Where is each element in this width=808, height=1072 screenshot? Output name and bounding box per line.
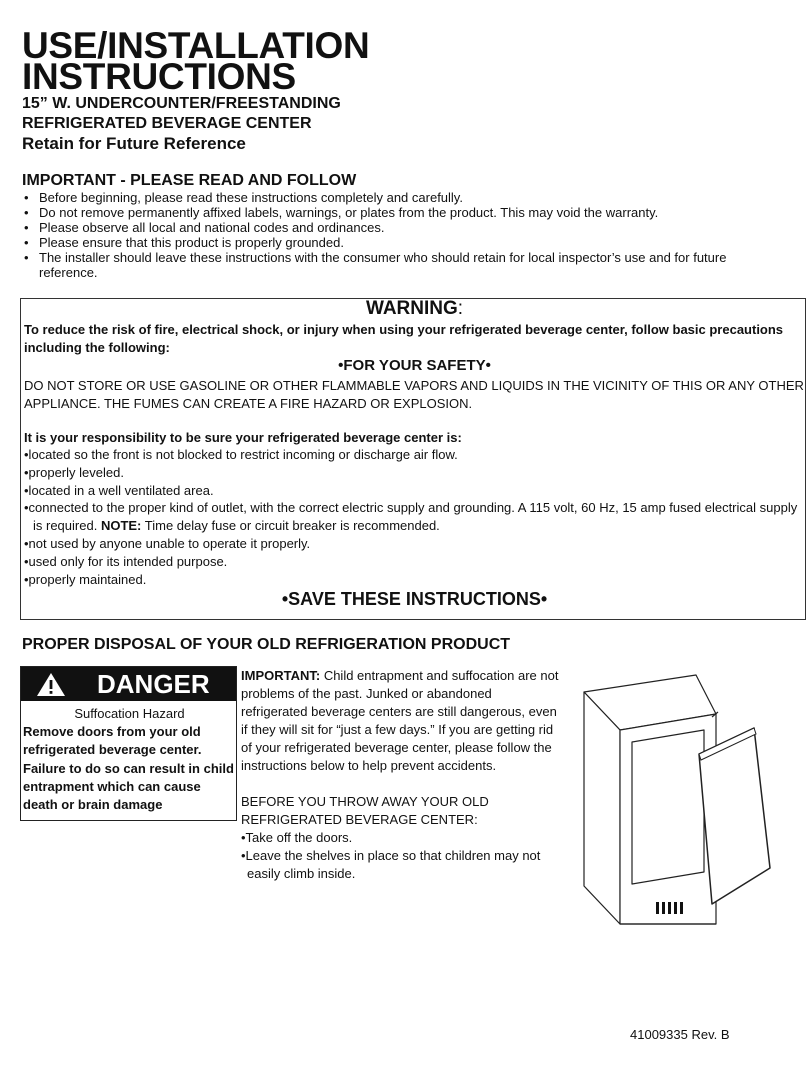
list-item: • Please observe all local and national codes and ordinances. <box>22 220 772 235</box>
warning-title-text: WARNING <box>365 298 458 319</box>
step-item: •Leave the shelves in place so that children may not easily climb inside. <box>241 848 541 881</box>
list-item: •located in a well ventilated area. <box>24 482 214 498</box>
disposal-heading: PROPER DISPOSAL OF YOUR OLD REFRIGERATION PRODUCT <box>22 636 511 653</box>
list-item: •properly maintained. <box>24 571 147 587</box>
warning-intro: To reduce the risk of fire, electrical shock, or injury when using your refrigerated beverage center, follow basic precautions including the following: <box>24 322 784 355</box>
responsibility-text: It is your responsibility to be sure your refrigerated beverage center is: <box>24 430 462 445</box>
responsibility-list <box>24 446 799 588</box>
subtitle-line-3: Retain for Future Reference <box>22 134 246 153</box>
beverage-center-illustration <box>576 672 776 932</box>
safety-text: DO NOT STORE OR USE GASOLINE OR OTHER FLAMMABLE VAPORS AND LIQUIDS IN THE VICINITY OF THIS OR ANY OTHER APPLIANCE. THE FUMES CAN CREATE A FIRE HAZARD OR EXPLOSION. <box>24 378 804 411</box>
subtitle-line-2: REFRIGERATED BEVERAGE CENTER <box>22 115 312 132</box>
document-title <box>22 25 422 97</box>
subtitle-line-1: 15” W. UNDERCOUNTER/FREESTANDING <box>22 95 341 112</box>
hazard-text-block <box>23 705 236 814</box>
title-line-2: INSTRUCTIONS <box>22 56 296 97</box>
hazard-title: Suffocation Hazard <box>74 706 185 721</box>
list-item <box>24 499 799 535</box>
disposal-instructions <box>241 667 561 883</box>
important-heading: IMPORTANT - PLEASE READ AND FOLLOW <box>22 172 357 189</box>
list-item: •properly leveled. <box>24 464 124 480</box>
list-item: •located so the front is not blocked to restrict incoming or discharge air flow. <box>24 447 458 462</box>
important-paragraph <box>241 667 561 775</box>
important-list <box>22 190 772 280</box>
safety-heading: •FOR YOUR SAFETY• <box>338 357 491 374</box>
document-number: 41009335 Rev. B <box>630 1027 730 1042</box>
hazard-text: Remove doors from your old refrigerated beverage center. Failure to do so can result in child entrapment which can cause death or brain damage <box>23 724 234 813</box>
warning-box <box>20 298 806 620</box>
warning-triangle-icon <box>36 672 66 697</box>
list-item: • Before beginning, please read these instructions completely and carefully. <box>22 190 772 205</box>
save-instructions: •SAVE THESE INSTRUCTIONS• <box>281 589 548 609</box>
list-item: • Do not remove permanently affixed labels, warnings, or plates from the product. This may void the warranty. <box>22 205 772 220</box>
list-item-text: •connected to the proper kind of outlet, with the correct electric supply and grounding. A 115 volt, 60 Hz, 15 amp fused electrical supply is required. <box>24 500 798 534</box>
warning-title <box>24 300 805 318</box>
step-item: •Take off the doors. <box>241 830 353 845</box>
list-item: • Please ensure that this product is properly grounded. <box>22 235 772 250</box>
important-label: IMPORTANT: <box>241 668 321 683</box>
note-label: NOTE: <box>100 518 142 534</box>
list-item: • The installer should leave these instructions with the consumer who should retain for local inspector’s use and for future reference. <box>22 250 772 280</box>
warning-title-colon: : <box>457 298 464 319</box>
before-heading: BEFORE YOU THROW AWAY YOUR OLD REFRIGERATED BEVERAGE CENTER: <box>241 794 489 827</box>
danger-box <box>20 666 237 821</box>
list-item: •not used by anyone unable to operate it properly. <box>24 535 311 551</box>
important-text: Child entrapment and suffocation are not problems of the past. Junked or abandoned refrigerated beverage centers are still dangerous, even if they will sit for “just a few days.” If you are getting rid of your refrigerated beverage center, please follow the instructions below to help prevent accidents. <box>241 668 559 773</box>
danger-header <box>21 667 236 701</box>
note-text: Time delay fuse or circuit breaker is recommended. <box>141 518 440 534</box>
list-item: •used only for its intended purpose. <box>24 553 228 569</box>
title-line-1: USE/INSTALLATION <box>22 25 370 66</box>
danger-label: DANGER <box>97 669 210 699</box>
